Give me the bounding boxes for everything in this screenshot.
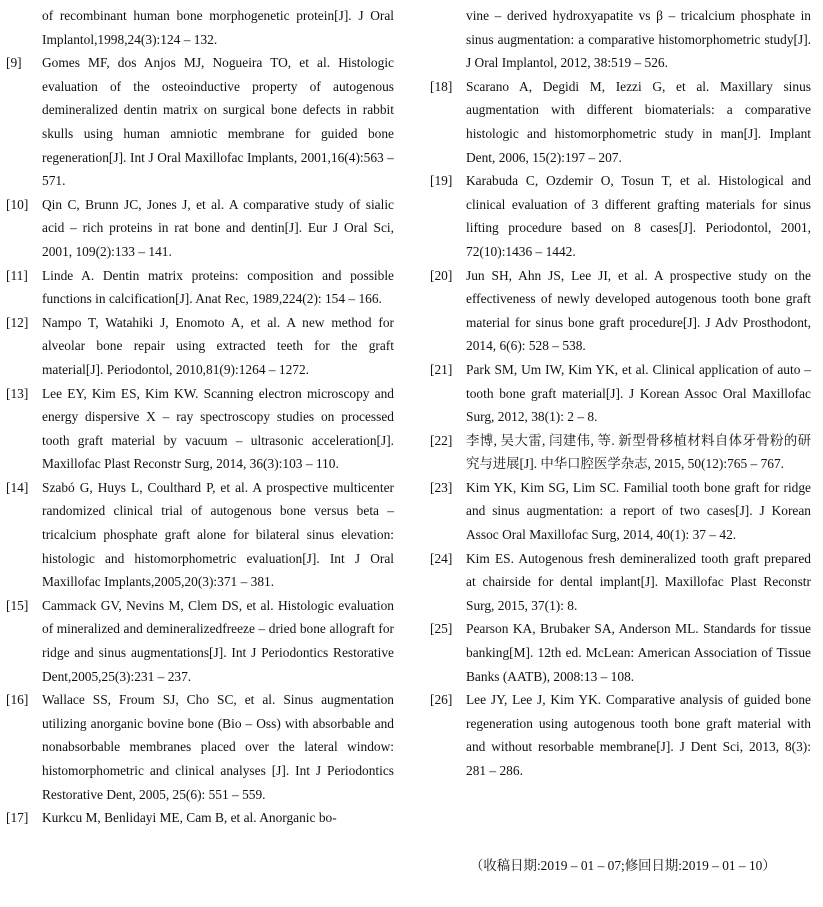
reference-entry (430, 476, 811, 547)
reference-entry (6, 51, 394, 193)
reference-number: [23] (430, 479, 453, 495)
reference-text: of recombinant human bone morphogenetic protein[J]. J Oral Implantol,1998,24(3):124 – 132. (42, 8, 394, 47)
reference-text: Linde A. Dentin matrix proteins: composition and possible functions in calcification[J]. Anat Rec, 1989,224(2): 154 – 166. (42, 267, 394, 307)
reference-entry (6, 688, 394, 806)
reference-text: Szabó G, Huys L, Coulthard P, et al. A prospective multicenter randomized clinical trial of autogenous bone versus beta – tricalcium phosphate graft alone for bilateral sinus elevation: histologic and histomorphometric evaluation[J]. Int J Oral Maxillofac Implants,2005,20(3):371 – 381. (42, 479, 394, 590)
reference-entry (430, 4, 811, 75)
reference-text: Qin C, Brunn JC, Jones J, et al. A comparative study of sialic acid – rich proteins in rat bone and dentin[J]. Eur J Oral Sci, 2001, 109(2):133 – 141. (42, 196, 394, 259)
reference-text: Lee EY, Kim ES, Kim KW. Scanning electron microscopy and energy dispersive X – ray spectroscopy studies on processed tooth graft material by vacuum – ultrasonic acceleration[J]. Maxillofac Plast Reconstr Surg, 2014, 36(3):103 – 110. (42, 385, 394, 472)
reference-number: [11] (6, 267, 28, 283)
reference-number: [14] (6, 479, 29, 495)
reference-number: [20] (430, 267, 453, 283)
reference-entry (430, 617, 811, 688)
reference-number: [10] (6, 196, 29, 212)
reference-number: [16] (6, 692, 29, 708)
reference-entry (6, 594, 394, 688)
reference-number: [13] (6, 385, 29, 401)
reference-number: [26] (430, 692, 453, 708)
reference-entry (430, 264, 811, 358)
reference-text: Nampo T, Watahiki J, Enomoto A, et al. A new method for alveolar bone repair using extracted teeth for the graft material[J]. Periodontol, 2010,81(9):1264 – 1272. (42, 314, 394, 377)
reference-number: [15] (6, 597, 29, 613)
received-revised-dates: （收稿日期:2019 – 01 – 07;修回日期:2019 – 01 – 10） (470, 858, 776, 873)
reference-text: Kim ES. Autogenous fresh demineralized tooth graft prepared at chairside for dental implant[J]. Maxillofac Plast Reconstr Surg, 2015, 37(1): 8. (466, 550, 811, 613)
reference-entry (6, 193, 394, 264)
left-column (6, 4, 394, 830)
reference-entry (430, 358, 811, 429)
reference-number: [17] (6, 810, 29, 826)
reference-text: Kurkcu M, Benlidayi ME, Cam B, et al. Anorganic bo- (42, 810, 337, 826)
reference-entry (6, 382, 394, 476)
reference-text: Cammack GV, Nevins M, Clem DS, et al. Histologic evaluation of mineralized and demineralizedfreeze – dried bone allograft for ridge and sinus augmentations[J]. Int J Periodontics Restorative Dent,2005,25(3):231 – 237. (42, 597, 394, 684)
reference-number: [21] (430, 361, 453, 377)
reference-entry (6, 806, 394, 830)
reference-text: Wallace SS, Froum SJ, Cho SC, et al. Sinus augmentation utilizing anorganic bovine bone (Bio – Oss) with absorbable and nonabsorbable membranes placed over the lateral window: histomorphometric and clinical analyses [J]. Int J Periodontics Restorative Dent, 2005, 25(6): 551 – 559. (42, 692, 394, 802)
reference-text: Scarano A, Degidi M, Iezzi G, et al. Maxillary sinus augmentation with different biomaterials: a comparative histologic and histomorphometric study in man[J]. Implant Dent, 2006, 15(2):197 – 207. (466, 78, 811, 165)
reference-entry (430, 75, 811, 169)
reference-number: [18] (430, 78, 453, 94)
reference-entry (430, 429, 811, 476)
reference-number: [24] (430, 550, 453, 566)
reference-number: [9] (6, 55, 22, 71)
reference-text: Pearson KA, Brubaker SA, Anderson ML. Standards for tissue banking[M]. 12th ed. McLean: American Association of Tissue Banks (AATB), 2008:13 – 108. (466, 621, 811, 684)
reference-number: [12] (6, 314, 29, 330)
reference-text: Lee JY, Lee J, Kim YK. Comparative analysis of guided bone regeneration using autogenous tooth bone graft material with and without resorbable membrane[J]. J Dent Sci, 2013, 8(3): 281 – 286. (466, 692, 811, 778)
reference-text: Gomes MF, dos Anjos MJ, Nogueira TO, et al. Histologic evaluation of the osteoinductive property of autogenous demineralized dentin matrix on surgical bone defects in rabbit skulls using human amniotic membrane for guided bone regeneration[J]. Int J Oral Maxillofac Implants, 2001,16(4):563 – 571. (42, 55, 394, 189)
reference-entry (430, 169, 811, 263)
reference-text: Kim YK, Kim SG, Lim SC. Familial tooth bone graft for ridge and sinus augmentation: a report of two cases[J]. J Korean Assoc Oral Maxillofac Surg, 2014, 40(1): 37 – 42. (466, 479, 811, 543)
reference-entry (430, 547, 811, 618)
reference-number: [25] (430, 621, 453, 637)
reference-text: 李博, 吴大雷, 闫建伟, 等. 新型骨移植材料自体牙骨粉的研究与进展[J]. 中华口腔医学杂志, 2015, 50(12):765 – 767. (466, 432, 811, 472)
reference-number: [22] (430, 432, 453, 448)
reference-text: vine – derived hydroxyapatite vs β – tricalcium phosphate in sinus augmentation: a comparative histomorphometric study[J]. J Oral Implantol, 2012, 38:519 – 526. (466, 8, 811, 71)
reference-text: Jun SH, Ahn JS, Lee JI, et al. A prospective study on the effectiveness of newly developed autogenous tooth bone graft material for sinus bone graft procedure[J]. J Adv Prosthodont, 2014, 6(6): 528 – 538. (466, 267, 811, 354)
reference-text: Park SM, Um IW, Kim YK, et al. Clinical application of auto – tooth bone graft material[J]. J Korean Assoc Oral Maxillofac Surg, 2012, 38(1): 2 – 8. (466, 361, 811, 425)
right-column (430, 4, 811, 783)
reference-entry (6, 4, 394, 51)
reference-entry (6, 476, 394, 594)
reference-number: [19] (430, 173, 453, 189)
reference-entry (430, 688, 811, 782)
reference-entry (6, 311, 394, 382)
reference-text: Karabuda C, Ozdemir O, Tosun T, et al. Histological and clinical evaluation of 3 different grafting materials for sinus lifting procedure based on 8 cases[J]. Periodontol, 2001, 72(10):1436 – 1442. (466, 173, 811, 259)
reference-entry (6, 264, 394, 311)
